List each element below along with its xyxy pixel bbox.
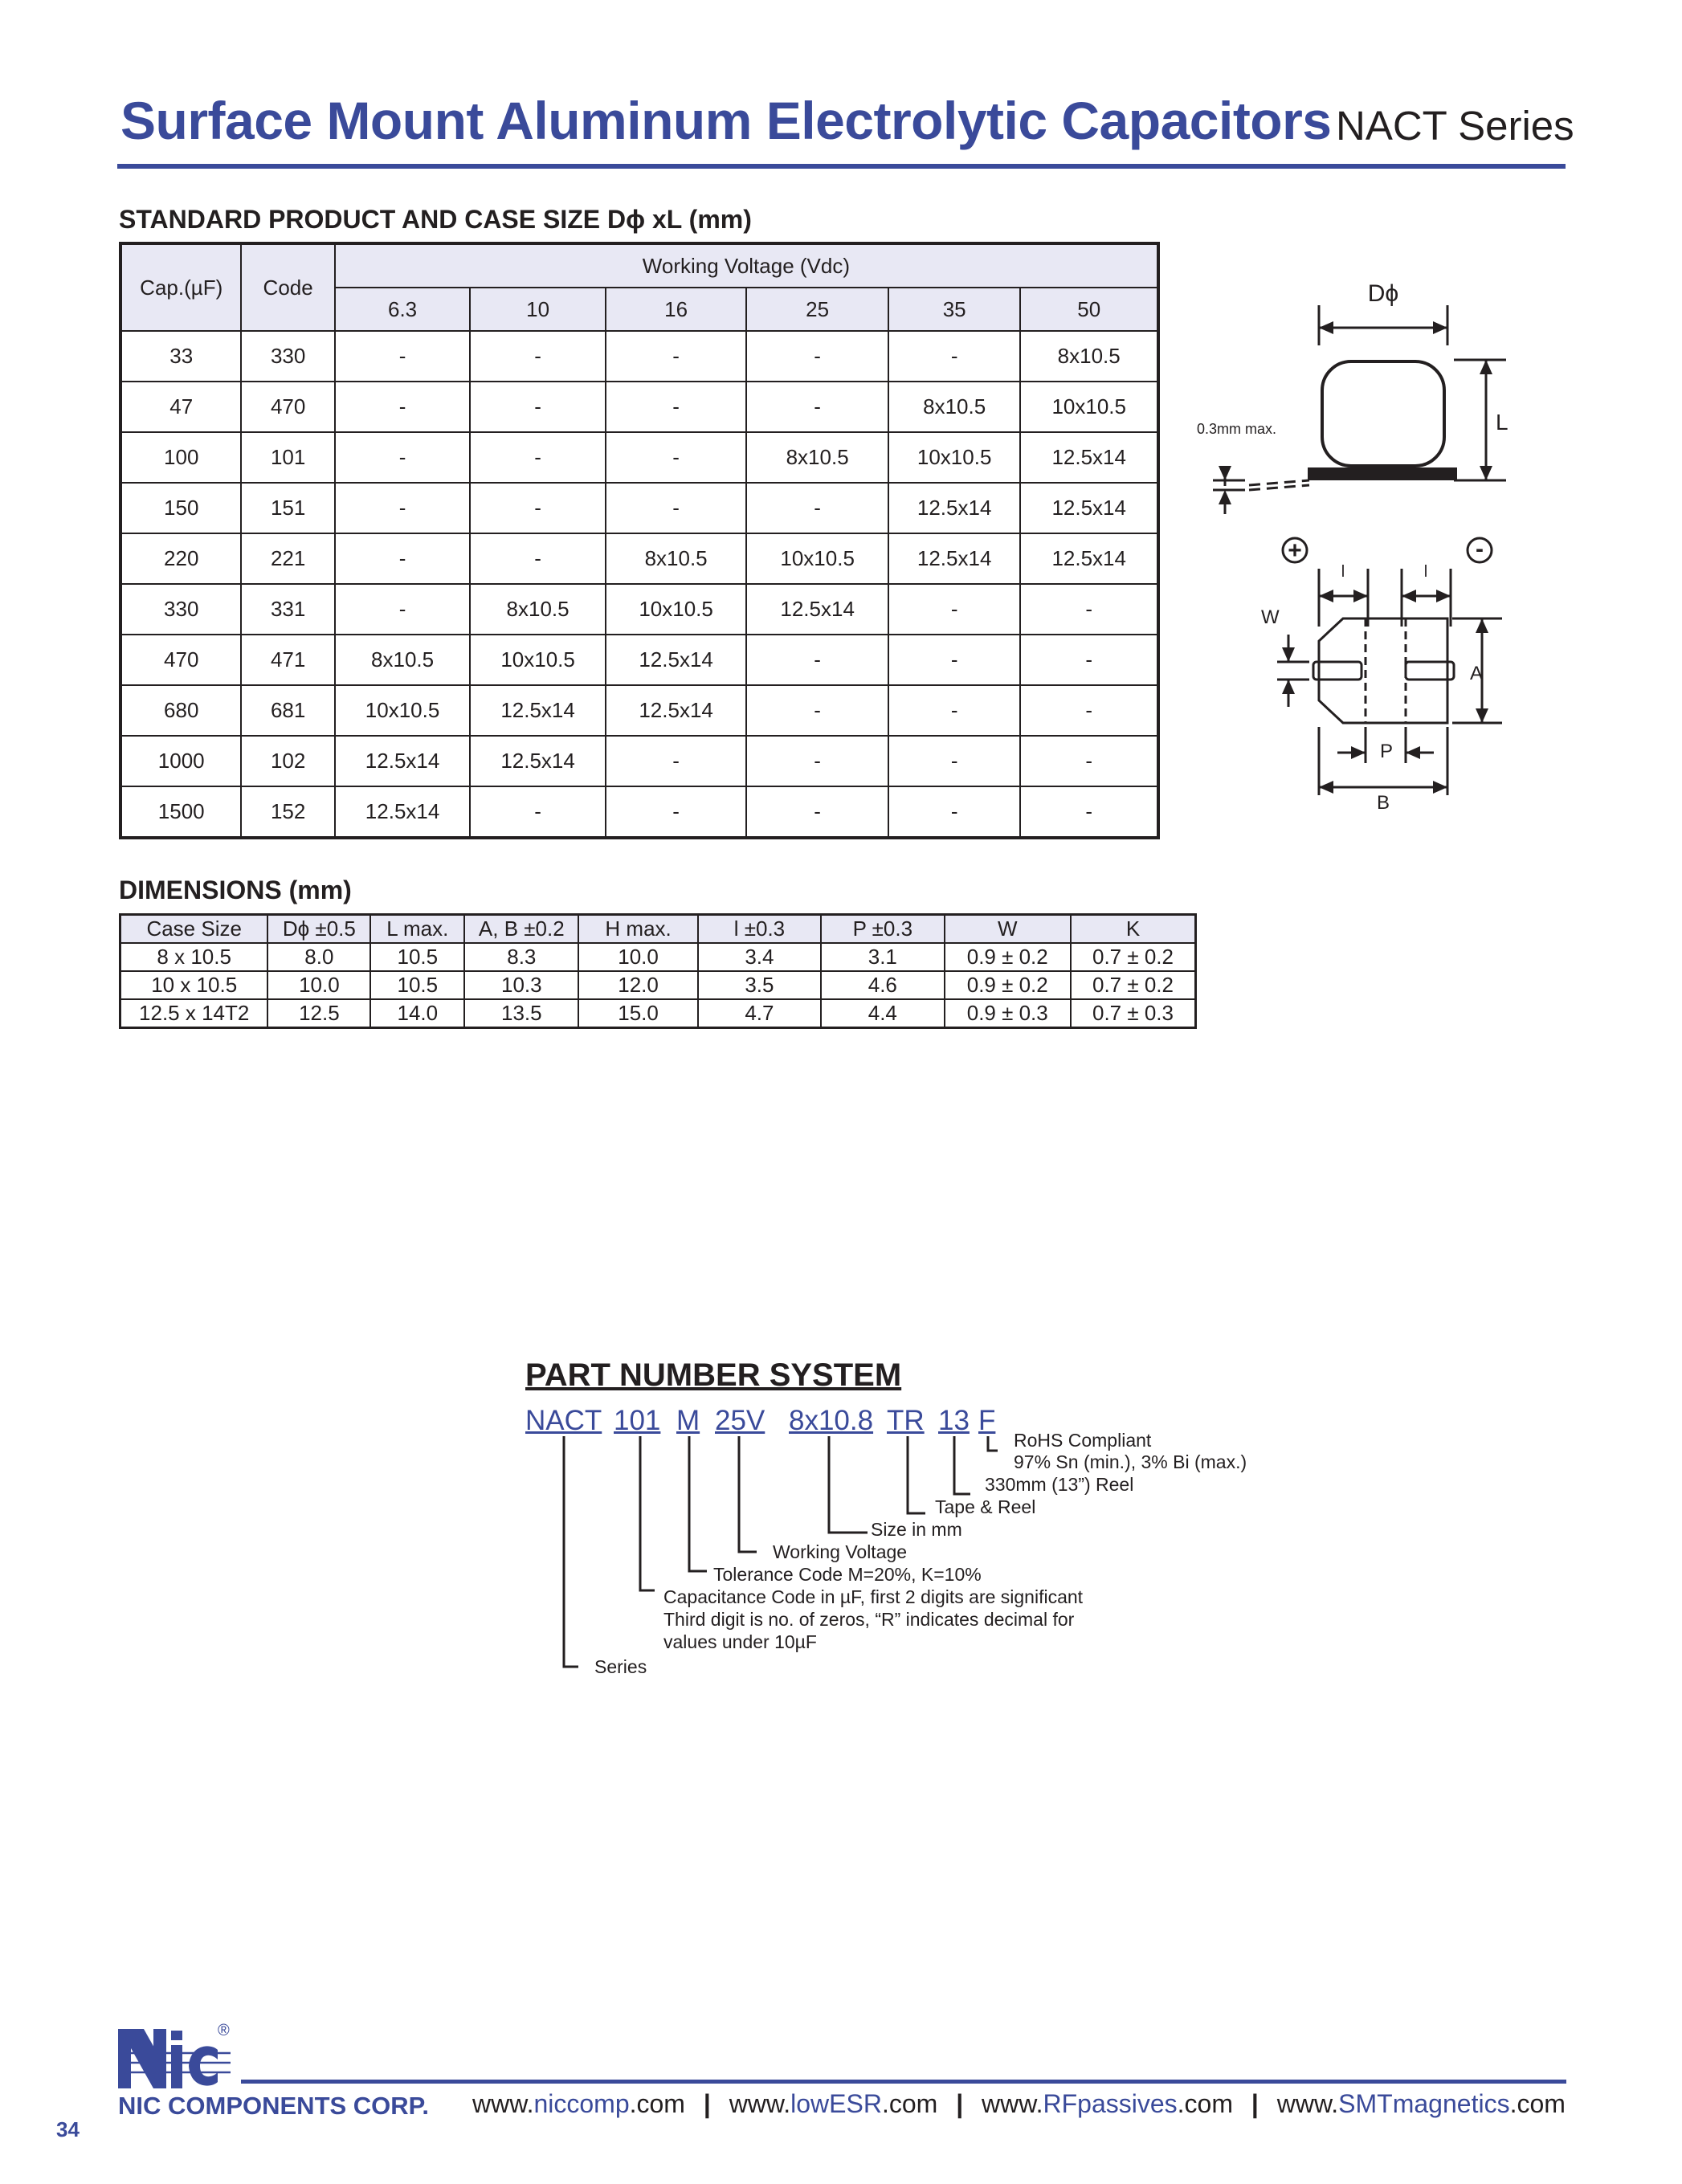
note-cap-2: Third digit is no. of zeros, “R” indicates decimal for	[663, 1609, 1075, 1630]
dimension-cell: 10.5	[370, 971, 464, 999]
arrow-icon	[1319, 781, 1333, 794]
voltage-header: Working Voltage (Vdc)	[335, 243, 1158, 288]
size-cell: -	[746, 382, 888, 432]
capacitor-diagram	[1197, 273, 1542, 819]
size-cell: 10x10.5	[606, 584, 747, 635]
cap-cell: 100	[120, 432, 241, 483]
size-cell: 10x10.5	[746, 533, 888, 584]
size-cell: -	[746, 483, 888, 533]
code-cell: 152	[241, 786, 334, 838]
arrow-icon	[1433, 781, 1447, 794]
table-row	[120, 943, 1196, 971]
dimension-cell: 12.0	[578, 971, 697, 999]
note-cap-1: Capacitance Code in µF, first 2 digits are significant	[663, 1586, 1084, 1607]
size-cell: 10x10.5	[335, 685, 471, 736]
dimension-cell: 0.9 ± 0.2	[945, 943, 1071, 971]
table-row	[120, 736, 1158, 786]
table-row	[120, 432, 1158, 483]
size-cell: -	[888, 685, 1021, 736]
arrow-icon	[1282, 680, 1295, 694]
terminal-left	[1313, 662, 1362, 680]
arrow-icon	[1476, 618, 1488, 633]
dimension-cell: 0.7 ± 0.3	[1071, 999, 1196, 1028]
size-cell: 8x10.5	[335, 635, 471, 685]
size-cell: -	[606, 382, 747, 432]
size-cell: -	[606, 483, 747, 533]
size-cell: -	[746, 736, 888, 786]
size-cell: -	[470, 331, 606, 382]
table-row	[120, 971, 1196, 999]
note-voltage: Working Voltage	[773, 1541, 908, 1562]
minus-label: -	[1476, 536, 1484, 562]
dimension-cell: 10 x 10.5	[120, 971, 268, 999]
code-tolerance: M	[676, 1405, 700, 1436]
link-separator: |	[1251, 2089, 1259, 2118]
dimension-cell: 3.1	[821, 943, 944, 971]
size-cell: -	[888, 331, 1021, 382]
arrow-icon	[1406, 746, 1420, 759]
link-niccomp[interactable]: www.niccomp.com	[472, 2089, 685, 2118]
link-separator: |	[956, 2089, 964, 2118]
size-cell: 12.5x14	[606, 635, 747, 685]
dimension-cell: 12.5 x 14T2	[120, 999, 268, 1028]
size-cell: -	[470, 786, 606, 838]
dimension-header: L max.	[370, 915, 464, 944]
dimension-cell: 12.5	[267, 999, 370, 1028]
arrow-icon	[1436, 590, 1451, 602]
l-label: L	[1496, 410, 1508, 435]
code-cell: 330	[241, 331, 334, 382]
page-title: Surface Mount Aluminum Electrolytic Capacitors	[120, 91, 1332, 150]
arrow-icon	[1476, 708, 1488, 723]
size-cell: -	[746, 786, 888, 838]
table-row	[120, 533, 1158, 584]
cap-cell: 220	[120, 533, 241, 584]
dimension-cell: 0.7 ± 0.2	[1071, 971, 1196, 999]
size-cell: -	[1020, 685, 1158, 736]
size-cell: 12.5x14	[335, 736, 471, 786]
cap-cell: 47	[120, 382, 241, 432]
dimension-cell: 10.3	[464, 971, 578, 999]
arrow-icon	[1219, 466, 1231, 480]
header-rule	[117, 164, 1566, 169]
page-number: 34	[56, 2117, 80, 2141]
code-header: Code	[241, 243, 334, 331]
dimension-header: H max.	[578, 915, 697, 944]
link-smtmagnetics[interactable]: www.SMTmagnetics.com	[1276, 2089, 1566, 2118]
dim-line	[1249, 480, 1309, 485]
cap-header: Cap.(µF)	[120, 243, 241, 331]
size-cell: -	[888, 786, 1021, 838]
table-row	[120, 635, 1158, 685]
size-cell: 12.5x14	[888, 483, 1021, 533]
footer-links	[472, 2089, 1566, 2119]
code-cap: 101	[614, 1405, 661, 1436]
note-reel: 330mm (13”) Reel	[985, 1474, 1134, 1495]
series-name: NACT Series	[1336, 103, 1574, 149]
arrow-icon	[1319, 321, 1333, 334]
dimension-cell: 8 x 10.5	[120, 943, 268, 971]
cap-cell: 150	[120, 483, 241, 533]
code-size: 8x10.8	[789, 1405, 874, 1436]
nic-logo	[118, 2021, 231, 2088]
code-cell: 102	[241, 736, 334, 786]
cap-cell: 330	[120, 584, 241, 635]
size-cell: 12.5x14	[470, 736, 606, 786]
dimensions-body	[120, 943, 1196, 1028]
note-rohs-2: 97% Sn (min.), 3% Bi (max.)	[1014, 1451, 1247, 1472]
dimension-cell: 3.5	[698, 971, 821, 999]
size-cell: 8x10.5	[746, 432, 888, 483]
note-tolerance: Tolerance Code M=20%, K=10%	[713, 1564, 982, 1585]
table-row	[120, 685, 1158, 736]
size-cell: -	[1020, 786, 1158, 838]
footer-rule	[241, 2080, 1566, 2084]
dimension-cell: 4.4	[821, 999, 944, 1028]
size-cell: 10x10.5	[470, 635, 606, 685]
b-label: B	[1376, 792, 1390, 814]
company-name: NIC COMPONENTS CORP.	[118, 2092, 429, 2120]
dimension-cell: 8.0	[267, 943, 370, 971]
link-separator: |	[703, 2089, 711, 2118]
dimension-header: Dϕ ±0.5	[267, 915, 370, 944]
dimension-cell: 0.9 ± 0.2	[945, 971, 1071, 999]
size-cell: -	[1020, 736, 1158, 786]
capacitor-base	[1308, 467, 1457, 480]
size-cell: 10x10.5	[888, 432, 1021, 483]
dimensions-title: DIMENSIONS (mm)	[119, 876, 352, 904]
size-cell: -	[746, 635, 888, 685]
size-cell: -	[470, 533, 606, 584]
dimension-header: Case Size	[120, 915, 268, 944]
size-cell: -	[470, 382, 606, 432]
size-cell: 12.5x14	[888, 533, 1021, 584]
dimension-cell: 15.0	[578, 999, 697, 1028]
dimension-cell: 0.7 ± 0.2	[1071, 943, 1196, 971]
size-cell: 12.5x14	[1020, 432, 1158, 483]
size-cell: 10x10.5	[1020, 382, 1158, 432]
l-small-label: l	[1423, 563, 1428, 581]
dimension-cell: 13.5	[464, 999, 578, 1028]
code-cell: 221	[241, 533, 334, 584]
cap-cell: 33	[120, 331, 241, 382]
size-cell: -	[335, 331, 471, 382]
size-cell: 8x10.5	[888, 382, 1021, 432]
voltage-col: 35	[888, 288, 1021, 331]
dimension-cell: 0.9 ± 0.3	[945, 999, 1071, 1028]
code-reel: 13	[938, 1405, 970, 1436]
d-label: Dϕ	[1367, 280, 1399, 307]
capacitor-body	[1322, 361, 1444, 466]
size-cell: 8x10.5	[1020, 331, 1158, 382]
voltage-col: 10	[470, 288, 606, 331]
arrow-icon	[1433, 321, 1447, 334]
dimension-cell: 8.3	[464, 943, 578, 971]
dimension-cell: 10.5	[370, 943, 464, 971]
p-label: P	[1379, 741, 1394, 762]
table-row	[120, 999, 1196, 1028]
product-table-title: STANDARD PRODUCT AND CASE SIZE Dϕ xL (mm)	[119, 205, 752, 234]
product-table-body	[120, 331, 1158, 838]
size-cell: 12.5x14	[470, 685, 606, 736]
voltage-col: 16	[606, 288, 747, 331]
code-cell: 101	[241, 432, 334, 483]
size-cell: -	[606, 736, 747, 786]
code-series: NACT	[525, 1405, 602, 1436]
size-cell: 12.5x14	[335, 786, 471, 838]
size-cell: 12.5x14	[1020, 533, 1158, 584]
size-cell: -	[888, 635, 1021, 685]
size-cell: -	[746, 685, 888, 736]
code-cell: 681	[241, 685, 334, 736]
base-outline	[1319, 618, 1447, 723]
a-label: A	[1470, 663, 1484, 684]
code-cell: 470	[241, 382, 334, 432]
size-cell: -	[335, 533, 471, 584]
size-cell: 12.5x14	[746, 584, 888, 635]
arrow-icon	[1282, 647, 1295, 662]
arrow-icon	[1480, 466, 1492, 480]
dimension-header: A, B ±0.2	[464, 915, 578, 944]
max-label: 0.3mm max.	[1197, 421, 1277, 437]
arrow-icon	[1480, 360, 1492, 374]
note-rohs-1: RoHS Compliant	[1014, 1430, 1152, 1451]
size-cell: -	[335, 432, 471, 483]
dimension-header: K	[1071, 915, 1196, 944]
dim-line	[1249, 485, 1309, 490]
dimension-header: W	[945, 915, 1071, 944]
arrow-icon	[1219, 490, 1231, 504]
code-cell: 151	[241, 483, 334, 533]
l-small-label: l	[1341, 563, 1345, 581]
size-cell: 8x10.5	[470, 584, 606, 635]
dimension-cell: 4.6	[821, 971, 944, 999]
code-cell: 331	[241, 584, 334, 635]
arrow-icon	[1351, 746, 1366, 759]
code-rohs: F	[978, 1405, 996, 1436]
dimension-header: P ±0.3	[821, 915, 944, 944]
size-cell: -	[335, 584, 471, 635]
note-cap-3: values under 10µF	[663, 1631, 817, 1652]
voltage-col: 6.3	[335, 288, 471, 331]
table-row	[120, 331, 1158, 382]
arrow-icon	[1319, 590, 1333, 602]
cap-cell: 1000	[120, 736, 241, 786]
size-cell: -	[606, 331, 747, 382]
link-rfpassives[interactable]: www.RFpassives.com	[982, 2089, 1233, 2118]
size-cell: -	[888, 584, 1021, 635]
arrow-icon	[1353, 590, 1368, 602]
registered-mark: ®	[218, 2022, 230, 2039]
code-tape: TR	[887, 1405, 925, 1436]
size-cell: -	[606, 432, 747, 483]
size-cell: -	[335, 483, 471, 533]
arrow-icon	[1402, 590, 1416, 602]
cap-cell: 1500	[120, 786, 241, 838]
part-number-title: PART NUMBER SYSTEM	[525, 1357, 902, 1393]
size-cell: 12.5x14	[606, 685, 747, 736]
cap-cell: 470	[120, 635, 241, 685]
link-lowesr[interactable]: www.lowESR.com	[729, 2089, 938, 2118]
size-cell: -	[470, 432, 606, 483]
size-cell: -	[606, 786, 747, 838]
note-size: Size in mm	[871, 1519, 962, 1540]
size-cell: 8x10.5	[606, 533, 747, 584]
dimension-header: l ±0.3	[698, 915, 821, 944]
code-voltage: 25V	[715, 1405, 765, 1436]
table-row	[120, 483, 1158, 533]
cap-cell: 680	[120, 685, 241, 736]
dimension-cell: 14.0	[370, 999, 464, 1028]
voltage-col: 50	[1020, 288, 1158, 331]
product-table	[119, 242, 1160, 839]
dimensions-table	[119, 913, 1197, 1029]
dimensions-header-row	[120, 915, 1196, 944]
table-row	[120, 786, 1158, 838]
plus-label: +	[1288, 537, 1302, 564]
note-series: Series	[594, 1656, 647, 1677]
size-cell: -	[746, 331, 888, 382]
size-cell: -	[888, 736, 1021, 786]
w-label: W	[1261, 606, 1280, 628]
dimension-cell: 4.7	[698, 999, 821, 1028]
table-row	[120, 584, 1158, 635]
size-cell: -	[470, 483, 606, 533]
size-cell: -	[1020, 584, 1158, 635]
code-cell: 471	[241, 635, 334, 685]
size-cell: -	[1020, 635, 1158, 685]
table-row	[120, 382, 1158, 432]
size-cell: -	[335, 382, 471, 432]
voltage-col: 25	[746, 288, 888, 331]
size-cell: 12.5x14	[1020, 483, 1158, 533]
dimension-cell: 10.0	[267, 971, 370, 999]
note-tape: Tape & Reel	[935, 1496, 1036, 1517]
dimension-cell: 3.4	[698, 943, 821, 971]
dimension-cell: 10.0	[578, 943, 697, 971]
